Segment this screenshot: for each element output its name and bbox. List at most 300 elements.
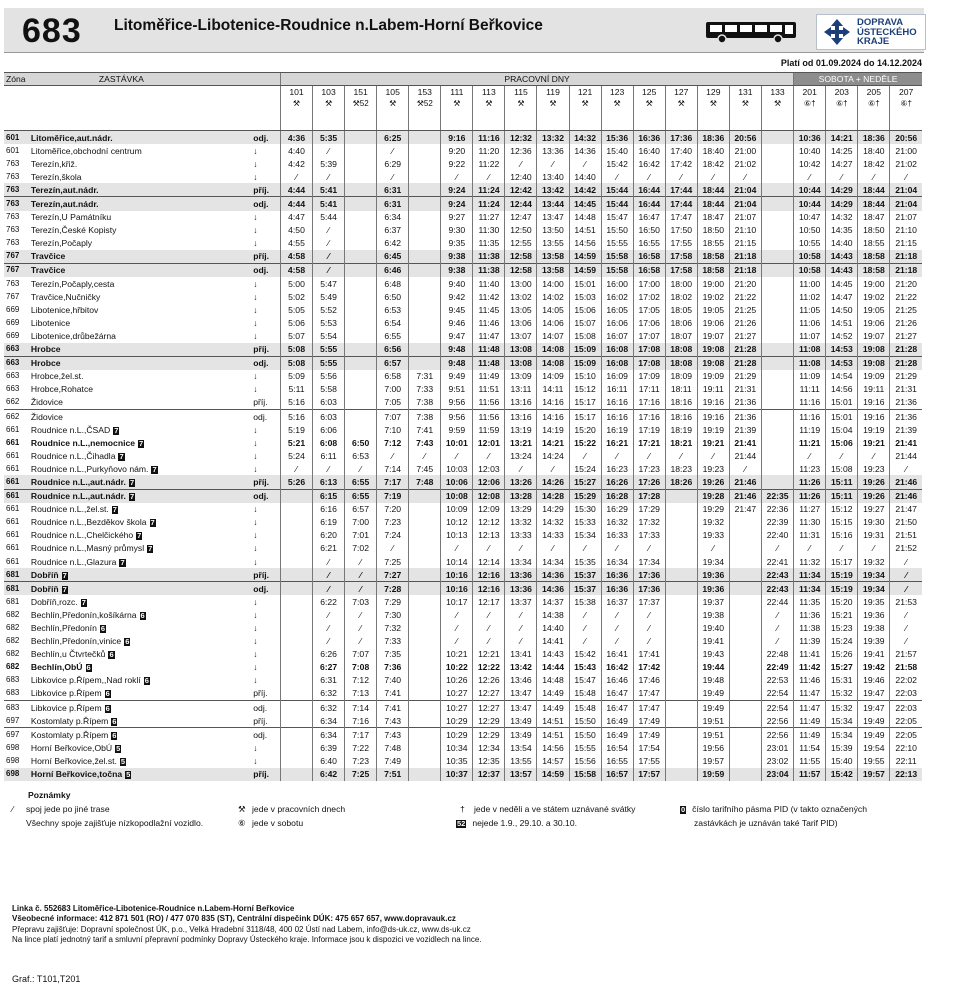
- time-cell: ⁄: [441, 635, 473, 648]
- time-cell: 19:05: [697, 303, 729, 316]
- stop-row: [4, 263, 922, 277]
- time-cell: 6:22: [313, 595, 345, 608]
- time-cell: 19:08: [858, 356, 890, 370]
- time-cell: 19:00: [697, 277, 729, 290]
- time-cell: 6:03: [313, 409, 345, 423]
- time-cell: 5:26: [280, 475, 312, 489]
- time-cell: ⁄: [473, 449, 505, 462]
- time-cell: 22:02: [890, 674, 922, 687]
- time-cell: 6:29: [377, 157, 409, 170]
- time-cell: 18:44: [697, 183, 729, 197]
- arr-dep-marker: ↓: [253, 609, 258, 620]
- zone-number: 682: [6, 649, 20, 659]
- time-cell: [409, 635, 441, 648]
- zone-number: 661: [4, 475, 29, 489]
- time-cell: 21:04: [729, 197, 761, 211]
- time-cell: 7:05: [377, 396, 409, 410]
- time-cell: ⁄: [794, 449, 826, 462]
- time-cell: 6:42: [313, 768, 345, 781]
- time-cell: ⁄: [729, 170, 761, 183]
- time-cell: 19:02: [697, 290, 729, 303]
- time-cell: 18:23: [665, 462, 697, 475]
- zone-number: 661: [6, 424, 20, 434]
- arr-dep-marker: ↓: [253, 742, 258, 753]
- time-cell: ⁄: [601, 542, 633, 555]
- time-cell: 7:38: [409, 409, 441, 423]
- time-cell: 7:49: [377, 754, 409, 767]
- time-cell: 19:32: [697, 516, 729, 529]
- time-cell: 19:06: [697, 316, 729, 329]
- time-cell: 14:45: [826, 277, 858, 290]
- time-cell: ⁄: [313, 608, 345, 621]
- time-cell: 19:57: [697, 754, 729, 767]
- time-cell: 15:33: [569, 516, 601, 529]
- time-cell: ⁄: [569, 635, 601, 648]
- time-cell: 11:21: [794, 436, 826, 449]
- time-cell: 7:43: [409, 436, 441, 449]
- time-cell: 10:16: [441, 568, 473, 582]
- time-cell: [280, 728, 312, 742]
- stop-name: Roudnice n.L.,Bezděkov škola 7: [30, 517, 155, 528]
- time-cell: 16:55: [601, 754, 633, 767]
- time-cell: [345, 263, 377, 277]
- zone-number: 661: [6, 543, 20, 553]
- time-cell: 4:42: [280, 157, 312, 170]
- arr-dep-marker: ↓: [253, 291, 258, 302]
- stop-name: Terezín,křiž.: [30, 158, 78, 169]
- time-cell: ⁄: [441, 449, 473, 462]
- stop-name: Horní Beřkovice,ObÚ 5: [30, 742, 121, 753]
- time-cell: 13:09: [505, 370, 537, 383]
- time-cell: 17:58: [665, 250, 697, 264]
- time-cell: 7:03: [345, 595, 377, 608]
- time-cell: 6:21: [313, 542, 345, 555]
- time-cell: 9:30: [441, 224, 473, 237]
- circled-six-icon: ⑥: [238, 818, 246, 828]
- time-cell: [345, 409, 377, 423]
- arr-dep-marker: ↓: [253, 504, 258, 515]
- time-cell: [665, 674, 697, 687]
- time-cell: 12:16: [473, 568, 505, 582]
- time-cell: [409, 329, 441, 342]
- time-cell: 14:51: [826, 316, 858, 329]
- pid-zone-badge: 7: [81, 597, 86, 607]
- time-cell: 10:09: [441, 503, 473, 516]
- trip-mark: ⑥†: [794, 98, 826, 110]
- time-cell: 21:36: [890, 409, 922, 423]
- stop-row: [4, 356, 922, 370]
- time-cell: 5:41: [313, 183, 345, 197]
- time-cell: 12:40: [505, 170, 537, 183]
- time-cell: ⁄: [473, 621, 505, 634]
- other-route-icon: ⁄: [12, 804, 14, 814]
- time-cell: 5:21: [280, 436, 312, 449]
- time-cell: 7:24: [377, 529, 409, 542]
- zone-number: 661: [4, 489, 29, 503]
- time-cell: 15:50: [601, 224, 633, 237]
- time-cell: 4:47: [280, 211, 312, 224]
- time-cell: 21:00: [729, 144, 761, 157]
- time-cell: [409, 648, 441, 661]
- pid-zone-badge: 6: [109, 650, 114, 660]
- time-cell: 17:47: [633, 687, 665, 701]
- time-cell: 12:58: [505, 250, 537, 264]
- stop-name: Bechlín,u Čtvrtečků 6: [30, 649, 114, 660]
- time-cell: 15:04: [826, 423, 858, 436]
- arr-dep-marker: odj.: [253, 489, 280, 503]
- time-cell: [761, 183, 793, 197]
- time-cell: 18:47: [697, 211, 729, 224]
- trip-number: 111: [441, 86, 473, 99]
- zone-number: 763: [4, 183, 29, 197]
- time-cell: ⁄: [377, 449, 409, 462]
- time-cell: 14:02: [537, 290, 569, 303]
- stop-name: Roudnice n.L.,Čihadla 7: [30, 450, 124, 461]
- time-cell: 18:42: [858, 157, 890, 170]
- time-cell: [280, 768, 312, 781]
- time-cell: 11:24: [473, 183, 505, 197]
- time-cell: 22:48: [761, 648, 793, 661]
- time-cell: 19:39: [858, 635, 890, 648]
- time-cell: 6:19: [313, 516, 345, 529]
- trip-mark: ⚒: [569, 98, 601, 110]
- time-cell: ⁄: [313, 555, 345, 568]
- time-cell: 14:36: [537, 568, 569, 582]
- time-cell: [665, 741, 697, 754]
- time-cell: 13:36: [505, 568, 537, 582]
- stop-name: Travčice,Nučničky: [30, 291, 101, 302]
- time-cell: 16:37: [601, 595, 633, 608]
- time-cell: ⁄: [280, 170, 312, 183]
- time-cell: 10:27: [441, 701, 473, 715]
- time-cell: [280, 635, 312, 648]
- time-cell: [761, 263, 793, 277]
- arr-dep-marker: ↓: [253, 675, 258, 686]
- stop-row: [4, 462, 922, 475]
- time-cell: 18:44: [697, 197, 729, 211]
- time-cell: 6:32: [313, 687, 345, 701]
- pid-zone-badge: 7: [137, 531, 142, 541]
- time-cell: 19:49: [858, 714, 890, 728]
- time-cell: 21:25: [729, 303, 761, 316]
- trip-mark: ⚒52: [409, 98, 441, 110]
- time-cell: 11:09: [794, 370, 826, 383]
- trip-mark: ⑥†: [826, 98, 858, 110]
- time-cell: 18:05: [665, 303, 697, 316]
- time-cell: [280, 621, 312, 634]
- time-cell: ⁄: [505, 462, 537, 475]
- time-cell: [280, 687, 312, 701]
- time-cell: [409, 183, 441, 197]
- time-cell: ⁄: [313, 568, 345, 582]
- time-cell: [761, 144, 793, 157]
- time-cell: 11:06: [794, 316, 826, 329]
- time-cell: 15:58: [601, 250, 633, 264]
- time-cell: ⁄: [473, 608, 505, 621]
- stop-row: [4, 503, 922, 516]
- stop-name: Kostomlaty p.Řípem 6: [30, 715, 117, 726]
- time-cell: 19:34: [697, 555, 729, 568]
- time-cell: 7:13: [345, 687, 377, 701]
- time-cell: [665, 608, 697, 621]
- time-cell: 22:05: [890, 714, 922, 728]
- time-cell: 21:27: [729, 329, 761, 342]
- time-cell: [761, 383, 793, 396]
- time-cell: 15:01: [826, 396, 858, 410]
- zone-number: 661: [6, 517, 20, 527]
- zone-number: 663: [4, 356, 29, 370]
- time-cell: [761, 396, 793, 410]
- time-cell: [345, 183, 377, 197]
- time-cell: 20:56: [729, 131, 761, 145]
- time-cell: [409, 661, 441, 674]
- time-cell: 18:58: [858, 250, 890, 264]
- arr-dep-marker: příj.: [253, 397, 268, 408]
- time-cell: 19:23: [697, 462, 729, 475]
- time-cell: 6:53: [345, 449, 377, 462]
- time-cell: 14:26: [537, 475, 569, 489]
- zone-number: 601: [4, 131, 29, 145]
- cross-icon: †: [460, 804, 465, 814]
- time-cell: [729, 741, 761, 754]
- time-cell: 21:36: [729, 409, 761, 423]
- time-cell: 14:27: [826, 157, 858, 170]
- time-cell: 12:32: [505, 131, 537, 145]
- trip-mark: ⚒: [633, 98, 665, 110]
- time-cell: 12:22: [473, 661, 505, 674]
- time-cell: 11:54: [794, 741, 826, 754]
- time-cell: 7:41: [377, 701, 409, 715]
- time-cell: 16:05: [601, 303, 633, 316]
- time-cell: 7:41: [409, 423, 441, 436]
- arr-dep-marker: ↓: [253, 384, 258, 395]
- time-cell: 18:36: [858, 131, 890, 145]
- time-cell: 17:23: [633, 462, 665, 475]
- time-cell: 19:26: [858, 475, 890, 489]
- time-cell: ⁄: [569, 449, 601, 462]
- time-cell: 12:42: [505, 183, 537, 197]
- time-cell: 6:32: [313, 701, 345, 715]
- pid-zone-badge: 7: [148, 544, 153, 554]
- time-cell: 18:40: [858, 144, 890, 157]
- time-cell: [409, 674, 441, 687]
- time-cell: 17:41: [633, 648, 665, 661]
- time-cell: 13:34: [505, 555, 537, 568]
- time-cell: 11:16: [794, 409, 826, 423]
- arr-dep-marker: ↓: [253, 623, 258, 634]
- time-cell: 10:27: [441, 687, 473, 701]
- time-cell: ⁄: [505, 635, 537, 648]
- time-cell: 9:38: [441, 250, 473, 264]
- time-cell: 5:16: [280, 396, 312, 410]
- time-cell: [729, 701, 761, 715]
- zone-number: 681: [6, 596, 20, 606]
- time-cell: ⁄: [313, 635, 345, 648]
- stop-name: Roudnice n.L.,žel.st. 7: [30, 504, 117, 515]
- time-cell: 22:05: [890, 728, 922, 742]
- time-cell: 5:07: [280, 329, 312, 342]
- time-cell: 14:38: [537, 608, 569, 621]
- time-cell: 17:36: [633, 568, 665, 582]
- time-cell: ⁄: [313, 250, 345, 264]
- time-cell: 22:49: [761, 661, 793, 674]
- time-cell: 5:08: [280, 356, 312, 370]
- time-cell: ⁄: [761, 542, 793, 555]
- time-cell: [280, 608, 312, 621]
- stop-row: [4, 303, 922, 316]
- time-cell: ⁄: [313, 144, 345, 157]
- time-cell: 14:08: [537, 356, 569, 370]
- time-cell: 11:46: [794, 674, 826, 687]
- time-cell: 19:36: [697, 568, 729, 582]
- time-cell: 14:00: [537, 277, 569, 290]
- time-cell: 11:23: [794, 462, 826, 475]
- time-cell: 21:41: [729, 436, 761, 449]
- time-cell: 17:06: [633, 316, 665, 329]
- time-cell: 13:36: [505, 582, 537, 596]
- time-cell: [665, 728, 697, 742]
- zone-number: 682: [6, 636, 20, 646]
- time-cell: 14:44: [537, 661, 569, 674]
- arr-dep-marker: ↓: [253, 755, 258, 766]
- time-cell: 15:19: [826, 568, 858, 582]
- time-cell: [345, 131, 377, 145]
- time-cell: 21:22: [890, 290, 922, 303]
- time-cell: [729, 687, 761, 701]
- time-cell: 13:28: [505, 489, 537, 503]
- pid-zone-badge: 6: [105, 689, 110, 699]
- time-cell: [345, 277, 377, 290]
- time-cell: [665, 687, 697, 701]
- time-cell: 19:40: [697, 621, 729, 634]
- time-cell: ⁄: [633, 542, 665, 555]
- time-cell: [345, 211, 377, 224]
- time-cell: 5:58: [313, 383, 345, 396]
- time-cell: [409, 343, 441, 357]
- time-cell: 16:36: [601, 582, 633, 596]
- stop-row: [4, 529, 922, 542]
- time-cell: [280, 555, 312, 568]
- time-cell: [409, 356, 441, 370]
- time-cell: [409, 529, 441, 542]
- arr-dep-marker: ↓: [253, 556, 258, 567]
- time-cell: 13:46: [505, 674, 537, 687]
- time-cell: ⁄: [313, 224, 345, 237]
- time-cell: 12:14: [473, 555, 505, 568]
- time-cell: 11:22: [473, 157, 505, 170]
- stop-name: Dobříň 7: [29, 582, 253, 596]
- timetable-page: [4, 8, 924, 984]
- pid-zone-badge: 6: [125, 637, 130, 647]
- arrows-logo-icon: [821, 18, 853, 46]
- time-cell: 19:08: [697, 343, 729, 357]
- time-cell: [761, 423, 793, 436]
- time-cell: 7:00: [345, 516, 377, 529]
- stop-row: [4, 183, 922, 197]
- time-cell: 18:50: [697, 224, 729, 237]
- time-cell: 11:26: [794, 475, 826, 489]
- time-cell: 16:07: [601, 329, 633, 342]
- time-cell: 14:47: [826, 290, 858, 303]
- time-cell: 14:32: [826, 211, 858, 224]
- arr-dep-marker: ↓: [253, 530, 258, 541]
- time-cell: [409, 303, 441, 316]
- time-cell: 10:22: [441, 661, 473, 674]
- zone-number: 698: [6, 755, 20, 765]
- time-cell: ⁄: [858, 542, 890, 555]
- time-cell: [729, 568, 761, 582]
- time-cell: 7:22: [345, 741, 377, 754]
- time-cell: [665, 768, 697, 781]
- time-cell: ⁄: [280, 462, 312, 475]
- time-cell: 9:49: [441, 370, 473, 383]
- trip-number: 115: [505, 86, 537, 99]
- pid-zone-badge: 7: [139, 438, 144, 448]
- time-cell: [665, 595, 697, 608]
- trip-number: 103: [313, 86, 345, 99]
- time-cell: ⁄: [826, 449, 858, 462]
- graf-code: Graf.: T101,T201: [12, 974, 81, 984]
- arr-dep-marker: ↓: [253, 662, 258, 673]
- time-cell: 15:40: [826, 754, 858, 767]
- time-cell: 10:37: [441, 768, 473, 781]
- time-cell: 19:19: [858, 423, 890, 436]
- time-cell: 11:46: [473, 316, 505, 329]
- trip-number: 129: [697, 86, 729, 99]
- arr-dep-marker: ↓: [253, 437, 258, 448]
- time-cell: 7:17: [345, 728, 377, 742]
- time-cell: 6:25: [377, 131, 409, 145]
- time-cell: 13:32: [537, 131, 569, 145]
- time-cell: ⁄: [473, 170, 505, 183]
- time-cell: 12:12: [473, 516, 505, 529]
- stop-row: [4, 489, 922, 503]
- time-cell: 12:29: [473, 728, 505, 742]
- arr-dep-marker: odj.: [253, 728, 280, 742]
- stop-row: [4, 197, 922, 211]
- time-cell: 21:47: [890, 503, 922, 516]
- time-cell: 4:36: [280, 131, 312, 145]
- time-cell: 15:56: [569, 754, 601, 767]
- stop-row: [4, 449, 922, 462]
- time-cell: 17:36: [633, 582, 665, 596]
- time-cell: 11:38: [794, 621, 826, 634]
- time-cell: 9:51: [441, 383, 473, 396]
- time-cell: 16:57: [601, 768, 633, 781]
- time-cell: 19:07: [858, 329, 890, 342]
- time-cell: [409, 489, 441, 503]
- stop-name: Bechlín,Předonín 6: [30, 623, 106, 634]
- time-cell: 11:38: [473, 250, 505, 264]
- time-cell: ⁄: [345, 555, 377, 568]
- time-cell: 15:17: [569, 409, 601, 423]
- time-cell: 14:06: [537, 316, 569, 329]
- trip-mark: ⚒: [441, 98, 473, 110]
- time-cell: ⁄: [890, 621, 922, 634]
- time-cell: 22:10: [890, 741, 922, 754]
- time-cell: 16:55: [633, 237, 665, 250]
- time-cell: ⁄: [441, 542, 473, 555]
- pid-zone-badge: 7: [129, 477, 135, 487]
- stop-row: [4, 343, 922, 357]
- arr-dep-marker: odj.: [253, 131, 280, 145]
- time-cell: 12:44: [505, 197, 537, 211]
- time-cell: 16:58: [633, 263, 665, 277]
- time-cell: ⁄: [505, 157, 537, 170]
- time-cell: [280, 741, 312, 754]
- time-cell: 17:44: [665, 197, 697, 211]
- time-cell: 11:41: [794, 648, 826, 661]
